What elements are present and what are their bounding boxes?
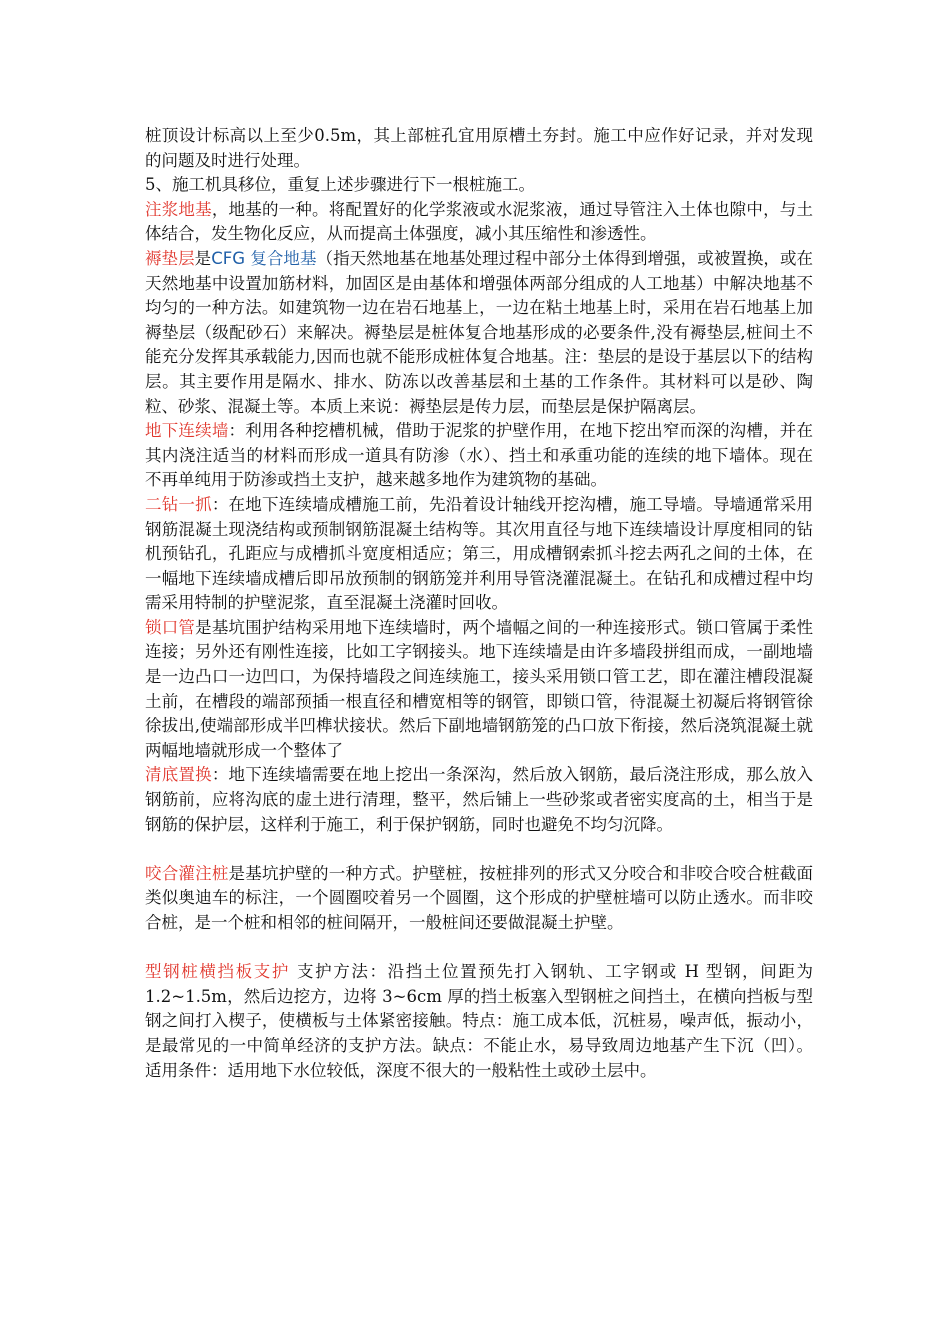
paragraph-soldier-pile-lagging <box>145 960 813 1083</box>
term-bottom-cleaning: 清底置换 <box>145 765 212 785</box>
cfg-composite-foundation-link[interactable]: CFG 复合地基 <box>211 248 317 268</box>
paragraph-bottom-cleaning <box>145 763 813 837</box>
paragraph-two-drill-one-grab <box>145 493 813 616</box>
term-grouting-foundation: 注浆地基 <box>145 199 212 219</box>
paragraph-text: 桩顶设计标高以上至少0.5m，其上部桩孔宜用原槽土夯封。施工中应作好记录，并对发现的问题及时进行处理。 <box>145 126 813 170</box>
paragraph-spacer <box>145 936 813 961</box>
paragraph-text: ：地下连续墙需要在地上挖出一条深沟，然后放入钢筋，最后浇注形成，那么放入钢筋前，应将沟底的虚土进行清理，整平，然后铺上一些砂浆或者密实度高的土，相当于是钢筋的保护层，这样利于施工，利于保护钢筋，同时也避免不均匀沉降。 <box>145 765 814 834</box>
paragraph-grouting-foundation <box>145 198 813 247</box>
paragraph-text: 是基坑围护结构采用地下连续墙时，两个墙幅之间的一种连接形式。锁口管属于柔性连接；另外还有刚性连接，比如工字钢接头。地下连续墙是由许多墙段拼组而成，一副地墙是一边凸口一边凹口，为保持墙段之间连续施工，接头采用锁口管工艺，即在灌注槽段混凝土前，在槽段的端部预插一根直径和槽宽相等的钢管，即锁口管，待混凝土初凝后将钢管徐徐拔出,使端部形成半凹榫状接状。然后下副地墙钢筋笼的凸口放下衔接，然后浇筑混凝土就两幅地墙就形成一个整体了 <box>145 617 814 760</box>
paragraph-text: ，地基的一种。将配置好的化学浆液或水泥浆液，通过导管注入土体也隙中，与土体结合，发生物化反应，从而提高土体强度，减小其压缩性和渗透性。 <box>145 199 814 244</box>
paragraph-pile-top-elevation <box>145 124 813 173</box>
paragraph-text: 支护方法：沿挡土位置预先打入钢轨、工字钢或 H 型钢，间距为 1.2~1.5m，然后边挖方，边将 3~6cm 厚的挡土板塞入型钢桩之间挡土，在横向挡板与型钢之间打入楔子，使横板与土体紧密接触。特点：施工成本低，沉桩易，噪声低，振动小，是最常见的一中简单经济的支护方法。缺点：不能止水，易导致周边地基产生下沉（凹）。适用条件：适用地下水位较低，深度不很大的一般粘性土或砂土层中。 <box>145 962 814 1080</box>
paragraph-diaphragm-wall <box>145 419 813 493</box>
document-body <box>145 124 813 1083</box>
term-soldier-pile-lagging: 型钢桩横挡板支护 <box>145 962 291 982</box>
term-cushion-layer: 褥垫层 <box>145 248 195 268</box>
paragraph-text: 5、施工机具移位，重复上述步骤进行下一根桩施工。 <box>145 175 535 195</box>
paragraph-text: 是 <box>194 248 212 268</box>
term-diaphragm-wall: 地下连续墙 <box>145 421 229 441</box>
paragraph-text: ：在地下连续墙成槽施工前，先沿着设计轴线开挖沟槽，施工导墙。导墙通常采用钢筋混凝土现浇结构或预制钢筋混凝土结构等。其次用直径与地下连续墙设计厚度相同的钻机预钻孔，孔距应与成槽抓斗宽度相适应；第三，用成槽钢索抓斗挖去两孔之间的土体，在一幅地下连续墙成槽后即吊放预制的钢筋笼并利用导管浇灌混凝土。在钻孔和成槽过程中均需采用特制的护壁泥浆，直至混凝土浇灌时回收。 <box>145 494 814 613</box>
paragraph-locking-pipe <box>145 616 813 764</box>
paragraph-text: 是基坑护壁的一种方式。护壁桩，按桩排列的形式又分咬合和非咬合咬合桩截面类似奥迪车的标注，一个圆圈咬着另一个圆圈，这个形成的护壁桩墙可以防止透水。而非咬合桩，是一个桩和相邻的桩间隔开，一般桩间还要做混凝土护壁。 <box>145 863 814 932</box>
term-locking-pipe: 锁口管 <box>145 617 196 637</box>
paragraph-step-5 <box>145 173 813 198</box>
term-two-drill-one-grab: 二钻一抓 <box>145 494 212 514</box>
paragraph-secant-pile <box>145 862 813 936</box>
paragraph-text: （指天然地基在地基处理过程中部分土体得到增强，或被置换，或在天然地基中设置加筋材料，加固区是由基体和增强体两部分组成的人工地基）中解决地基不均匀的一种方法。如建筑物一边在岩石地基上，一边在粘土地基上时，采用在岩石地基上加褥垫层（级配砂石）来解决。褥垫层是桩体复合地基形成的必要条件,没有褥垫层,桩间土不能充分发挥其承载能力,因而也就不能形成桩体复合地基。注：垫层的是设于基层以下的结构层。其主要作用是隔水、排水、防冻以改善基层和土基的工作条件。其材料可以是砂、陶粒、砂浆、混凝土等。本质上来说：褥垫层是传力层，而垫层是保护隔离层。 <box>145 248 814 416</box>
paragraph-cushion-layer <box>145 247 813 419</box>
term-secant-pile: 咬合灌注桩 <box>145 863 229 883</box>
paragraph-text: ：利用各种挖槽机械，借助于泥浆的护壁作用，在地下挖出窄而深的沟槽，并在其内浇注适当的材料而形成一道具有防渗（水）、挡土和承重功能的连续的地下墙体。现在不再单纯用于防渗或挡土支护，越来越多地作为建筑物的基础。 <box>145 421 814 490</box>
paragraph-spacer <box>145 837 813 862</box>
